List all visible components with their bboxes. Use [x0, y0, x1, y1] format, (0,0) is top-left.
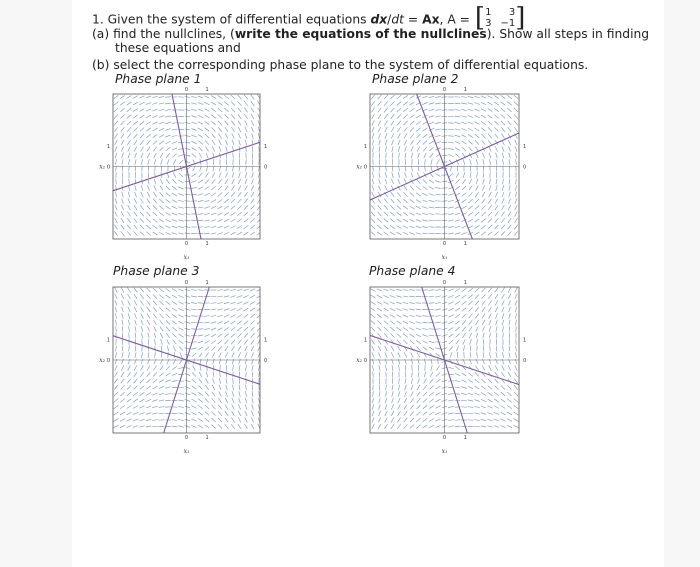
- top-tick-one: 1: [463, 280, 467, 286]
- ax-term: Ax: [422, 12, 440, 27]
- part-b-text: select the corresponding phase plane to the system of differential equations.: [113, 58, 589, 72]
- dt-term: dt: [391, 12, 404, 27]
- top-tick-one: 1: [463, 87, 467, 93]
- left-tick-one: 1: [106, 337, 110, 344]
- matrix-cell-21: 3: [485, 18, 492, 29]
- phase-plane-3: [95, 276, 268, 459]
- top-tick-zero: 0: [184, 87, 189, 93]
- bottom-tick-zero: 0: [442, 435, 447, 441]
- matrix-a: [ 1 3 3 −1 ]: [474, 3, 526, 33]
- phase-plane-svg: [95, 276, 268, 459]
- top-tick-one: 1: [205, 280, 209, 286]
- bottom-tick-one: 1: [205, 435, 209, 441]
- axes: [370, 94, 519, 239]
- x-axis-label: x₁: [441, 254, 448, 261]
- left-tick-zero: 0: [106, 358, 110, 364]
- top-tick-zero: 0: [184, 280, 189, 286]
- left-tick-zero: 0: [363, 164, 367, 171]
- part-a-bold: write the equations of the nullclines: [234, 27, 487, 41]
- part-a-line2: these equations and: [115, 41, 241, 55]
- part-a-label: (a): [92, 27, 110, 41]
- y-axis-label: x₂: [99, 357, 105, 364]
- equals-sign: =: [403, 12, 423, 27]
- matrix-cell-22: −1: [500, 18, 516, 29]
- x-axis-label: x₁: [183, 254, 190, 261]
- right-tick-one: 1: [523, 337, 527, 344]
- part-a: [92, 27, 649, 42]
- bottom-tick-one: 1: [205, 241, 209, 247]
- right-tick-zero: 0: [264, 358, 268, 364]
- top-tick-zero: 0: [442, 87, 447, 93]
- bottom-tick-zero: 0: [184, 435, 189, 441]
- left-tick-zero: 0: [106, 164, 110, 171]
- right-tick-one: 1: [523, 144, 527, 151]
- right-tick-zero: 0: [523, 164, 527, 171]
- phase-plane-4-title: Phase plane 4: [369, 264, 456, 278]
- bottom-tick-zero: 0: [442, 241, 447, 247]
- y-axis-label: x₂: [356, 163, 362, 171]
- matrix-cell-12: 3: [508, 7, 516, 18]
- y-axis-label: x₂: [356, 357, 362, 364]
- right-margin: [664, 0, 700, 567]
- axes: [113, 94, 260, 239]
- x-axis-label: x₁: [183, 448, 190, 455]
- part-a-text: find the nullclines, (write the equations of the nullclines). Show all steps in finding: [113, 27, 650, 41]
- phase-plane-3-title: Phase plane 3: [113, 264, 200, 278]
- left-tick-one: 1: [363, 144, 367, 151]
- slash: /: [387, 12, 392, 27]
- phase-plane-4: [352, 276, 527, 459]
- left-tick-zero: 0: [363, 358, 367, 364]
- a-equals: , A =: [439, 12, 470, 27]
- question-given-text: Given the system of differential equations: [107, 12, 371, 27]
- left-tick-one: 1: [106, 144, 110, 151]
- question-number: 1.: [92, 12, 104, 27]
- right-tick-one: 1: [264, 337, 268, 344]
- left-margin: [0, 0, 72, 567]
- x-axis-label: x₁: [441, 448, 448, 455]
- top-tick-one: 1: [205, 87, 209, 93]
- bottom-tick-one: 1: [463, 435, 467, 441]
- phase-plane-svg: [352, 276, 527, 459]
- part-b: [92, 58, 588, 73]
- phase-plane-svg: [352, 83, 527, 265]
- phase-plane-1: [95, 83, 268, 265]
- phase-plane-svg: [95, 83, 268, 265]
- phase-plane-2-title: Phase plane 2: [372, 72, 459, 86]
- right-tick-one: 1: [264, 144, 268, 151]
- right-tick-zero: 0: [264, 164, 268, 171]
- phase-plane-1-title: Phase plane 1: [115, 72, 202, 86]
- y-axis-label: x₂: [99, 163, 105, 171]
- right-tick-zero: 0: [523, 358, 527, 364]
- part-b-label: (b): [92, 58, 110, 72]
- phase-plane-2: [352, 83, 527, 265]
- left-tick-one: 1: [363, 337, 367, 344]
- top-tick-zero: 0: [442, 280, 447, 286]
- bottom-tick-zero: 0: [184, 241, 189, 247]
- bottom-tick-one: 1: [463, 241, 467, 247]
- dx-term: dx: [370, 12, 388, 27]
- matrix-cell-11: 1: [485, 7, 492, 18]
